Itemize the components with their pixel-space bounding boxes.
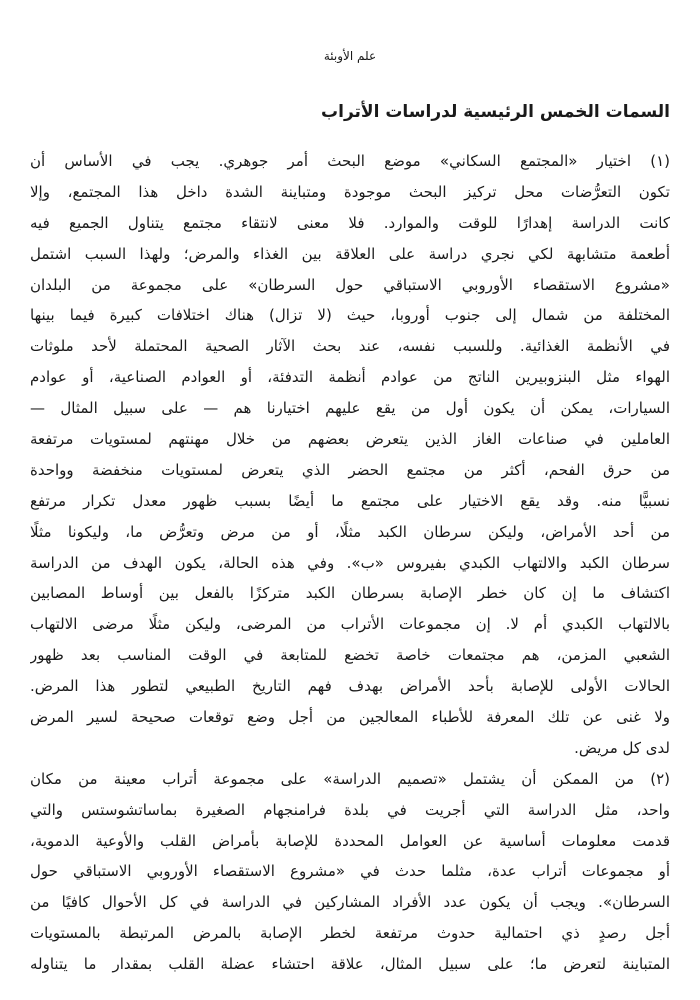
- text-line: أجل رصدٍ ذي احتمالية حدوث مرتفعة لخطر الإصابة بالمرض المرتبطة بالمستويات: [30, 924, 670, 943]
- text-line: (٢) من الممكن أن يشتمل «تصميم الدراسة» على مجموعة أتراب معينة من مكان: [30, 769, 670, 788]
- text-line: في الأنظمة الغذائية. وللسبب نفسه، عند بحث الآثار الصحية المحتملة لأحد ملوثات: [30, 337, 670, 356]
- text-line: أطعمة متشابهة لكي نجري دراسة على العلاقة بين الغذاء والمرض؛ ولهذا السبب اشتمل: [30, 244, 670, 263]
- text-line: اكتشاف ما إن كان خطر الإصابة بسرطان الكبد متركزًا بالفعل بين أوساط المصابين: [30, 584, 670, 603]
- text-line: «مشروع الاستقصاء الأوروبي الاستباقي حول السرطان» على مجموعة من البلدان: [30, 275, 670, 294]
- text-line: الشعبي المزمن، هم مجتمعات خاصة تخضع للمتابعة في الوقت المناسب بعد ظهور: [30, 646, 670, 665]
- text-line: نسبيًّا منه. وقد يقع الاختيار على مجتمع ما أيضًا بسبب ظهور معدل تكرار مرتفع: [30, 491, 670, 510]
- text-line: سرطان الكبد والالتهاب الكبدي بفيروس «ب». وفي هذه الحالة، يكون الهدف من الدراسة: [30, 553, 670, 572]
- text-line: المتباينة لتعرض ما؛ على سبيل المثال، علاقة احتشاء عضلة القلب بمقدار ما يتناوله: [30, 955, 670, 974]
- text-line: السيارات، يمكن أن يكون أول من يقع عليهم اختيارنا هم — على سبيل المثال —: [30, 399, 670, 418]
- text-line: من أحد الأمراض، وليكن سرطان الكبد مثلًا، أو من مرض وتعرُّض ما، وليكونا مثلًا: [30, 522, 670, 541]
- body-text: [30, 146, 670, 980]
- text-line: السرطان». ويجب أن يكون عدد الأفراد المشاركين في الدراسة في كل الأحوال كافيًا من: [30, 893, 670, 912]
- text-line: أو مجموعات أتراب عدة، مثلما حدث في «مشروع الاستقصاء الأوروبي الاستباقي حول: [30, 862, 670, 881]
- text-line: قدمت معلومات أساسية عن العوامل المحددة للإصابة بأمراض القلب والأوعية الدموية،: [30, 831, 670, 850]
- running-header: علم الأوبئة: [323, 49, 377, 63]
- section-heading: السمات الخمس الرئيسية لدراسات الأتراب: [321, 102, 670, 122]
- text-line: بالالتهاب الكبدي أم لا. إن مجموعات الأتراب من المرضى، وليكن مثلًا مرضى الالتهاب: [30, 615, 670, 634]
- text-line: المختلفة من شمال إلى جنوب أوروبا، حيث (لا تزال) هناك اختلافات كبيرة فيما بينها: [30, 306, 670, 325]
- text-line: الهواء مثل البنزوبيرين الناتج من عوادم أنظمة التدفئة، أو العوادم الصناعية، أو عوادم: [30, 368, 670, 387]
- text-line: تكون التعرُّضات محل تركيز البحث موجودة ومتباينة الشدة داخل هذا المجتمع، وإلا: [30, 182, 670, 201]
- text-line: كانت الدراسة إهدارًا للوقت والموارد. فلا معنى لانتقاء مجتمع يتناول الجميع فيه: [30, 213, 670, 232]
- text-line: الحالات الأولى للإصابة بأحد الأمراض بهدف فهم التاريخ الطبيعي لتطور هذا المرض.: [30, 677, 670, 696]
- text-line: (١) اختيار «المجتمع السكاني» موضع البحث أمر جوهري. يجب في الأساس أن: [30, 152, 670, 170]
- text-line: من حرق الفحم، أكثر من مجتمع الحضر الذي يتعرض لمستويات منخفضة وواحدة: [30, 460, 670, 479]
- text-line: ولا غنى عن تلك المعرفة للأطباء المعالجين من أجل وضع توقعات صحيحة لسير المرض: [30, 708, 670, 727]
- text-line-paragraph-end: لدى كل مريض.: [574, 738, 670, 757]
- text-line: العاملين في صناعات الغاز الذين يتعرض بعضهم من خلال مهنتهم لمستويات مرتفعة: [30, 430, 670, 449]
- text-line: واحد، مثل الدراسة التي أجريت في بلدة فرامنجهام الصغيرة بماساتشوستس والتي: [30, 800, 670, 819]
